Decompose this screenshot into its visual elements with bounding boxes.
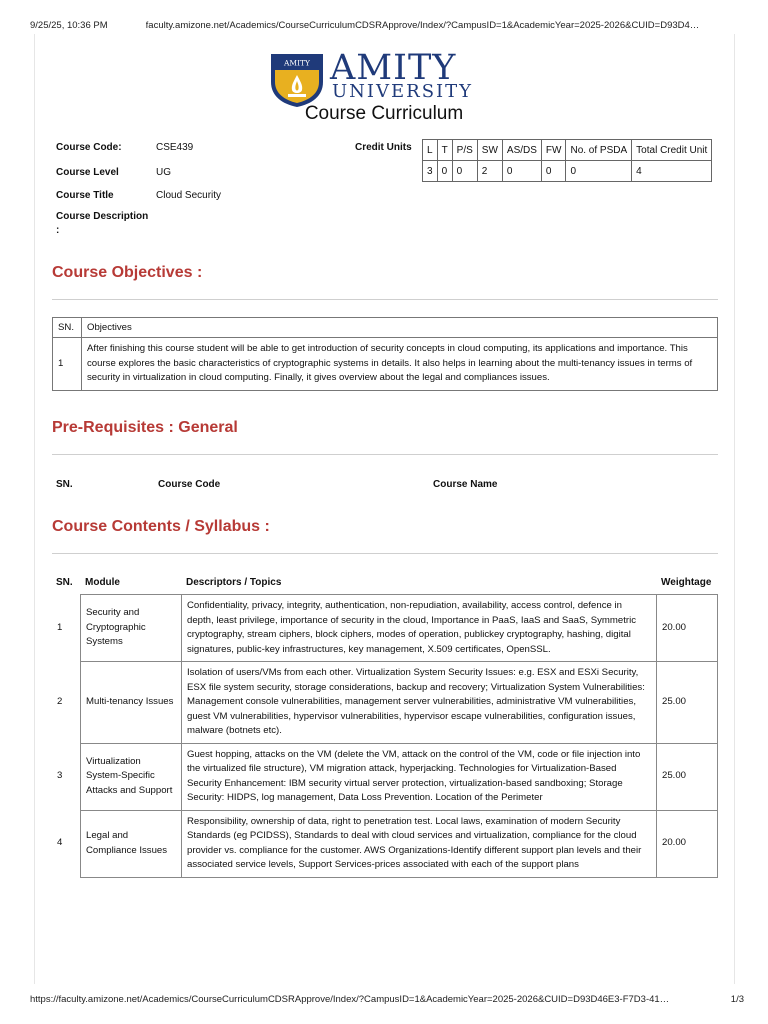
credit-value-cell: 0 — [541, 161, 566, 182]
syllabus-table — [52, 594, 718, 878]
syllabus-sn: 2 — [57, 696, 63, 707]
syllabus-topics: Confidentiality, privacy, integrity, authentication, non-repudiation, availability, access control, defence in depth, least privilege, importance of security in the cloud, Importance in PaaS, IaaS and SaaS, Symmetric cryptography, stream ciphers, block ciphers, modes of operation, publickey cryptography, hashing, digital signatures, public-key infrastructures, key management, X.509 certificates, OpenSSL. — [182, 595, 657, 662]
print-url-top: faculty.amizone.net/Academics/CourseCurriculumCDSRApprove/Index/?CampusID=1&AcademicYear=2025-2026&CUID=D93D4… — [145, 20, 700, 31]
prereq-sn-header: SN. — [56, 479, 73, 490]
prereq-course-name-header: Course Name — [433, 479, 498, 490]
objective-text: After finishing this course student will be able to get introduction of security concepts in cloud computing, its applications and importance. This course explores the basic characteristics of cryptographic systems in details. It also helps in learning about the multi-tenancy issues in terms of security in virtualization in cloud computing. Finally, it gives overview about the legal and compliances issues. — [82, 338, 718, 391]
print-url-bottom: https://faculty.amizone.net/Academics/CourseCurriculumCDSRApprove/Index/?CampusID=1&AcademicYear=2025-2026&CUID=D93D46E3-F7D3-41… — [30, 994, 670, 1005]
syllabus-module: Multi-tenancy Issues — [81, 662, 182, 744]
section-divider — [52, 454, 718, 455]
syllabus-topics-header: Descriptors / Topics — [186, 577, 282, 588]
syllabus-sn-header: SN. — [56, 577, 73, 588]
syllabus-sn: 1 — [57, 621, 63, 633]
credit-value-cell: 2 — [477, 161, 502, 182]
credit-header-cell: No. of PSDA — [566, 140, 632, 161]
syllabus-module: Security and Cryptographic Systems — [81, 595, 182, 662]
credit-header-cell: FW — [541, 140, 566, 161]
syllabus-module-header: Module — [85, 577, 120, 588]
course-title-value: Cloud Security — [156, 190, 222, 201]
credit-value-cell: 0 — [566, 161, 632, 182]
credit-value-cell: 3 — [423, 161, 438, 182]
credit-value-cell: 0 — [437, 161, 452, 182]
objectives-objectives-header: Objectives — [82, 318, 718, 338]
course-code-label: Course Code: — [56, 142, 122, 153]
print-header — [30, 20, 744, 31]
syllabus-topics: Isolation of users/VMs from each other. Virtualization System Security Issues: e.g. ESX and ESXi Security, ESX file system security, storage considerations, backup and recovery; Virtualization System Vulnerabilities: Management console vulnerabilities, management server vulnerabilities, administrative VM vulnerabilities, guest VM vulnerabilities, hypervisor vulnerabilities, hypervisor escape vulnerabilities, configuration issues, malware (botnets etc). — [182, 662, 657, 744]
course-level-label: Course Level — [56, 167, 119, 178]
syllabus-heading: Course Contents / Syllabus : — [52, 518, 270, 535]
course-level-value: UG — [156, 167, 171, 178]
course-description-colon: : — [56, 225, 60, 236]
brand-subtitle: UNIVERSITY — [332, 81, 474, 102]
table-row — [52, 810, 718, 877]
objectives-header-row — [53, 318, 718, 338]
credit-header-cell: L — [423, 140, 438, 161]
credit-header-cell: P/S — [452, 140, 477, 161]
objectives-heading: Course Objectives : — [52, 264, 203, 281]
credit-value-cell: 0 — [502, 161, 541, 182]
amity-crest-icon — [268, 52, 326, 108]
syllabus-sn: 3 — [57, 770, 63, 782]
syllabus-sn: 4 — [57, 837, 63, 849]
table-row — [52, 595, 718, 662]
credit-header-cell: Total Credit Unit — [632, 140, 712, 161]
print-datetime: 9/25/25, 10:36 PM — [30, 20, 108, 31]
credit-header-cell: T — [437, 140, 452, 161]
objectives-sn-header: SN. — [53, 318, 82, 338]
credit-header-cell: AS/DS — [502, 140, 541, 161]
section-divider — [52, 299, 718, 300]
crest-text: AMITY — [283, 58, 311, 68]
syllabus-weightage-header: Weightage — [661, 577, 712, 588]
print-page-number: 1/3 — [730, 994, 744, 1005]
credit-header-row — [423, 140, 712, 161]
section-divider — [52, 553, 718, 554]
objective-sn: 1 — [53, 338, 82, 391]
credit-value-cell: 0 — [452, 161, 477, 182]
table-row — [53, 338, 718, 391]
syllabus-weightage: 20.00 — [657, 595, 718, 662]
table-row — [52, 662, 718, 744]
syllabus-weightage: 25.00 — [657, 662, 718, 744]
prereq-course-code-header: Course Code — [158, 479, 221, 490]
syllabus-topics: Responsibility, ownership of data, right to penetration test. Local laws, examination of modern Security Standards (eg PCIDSS), Standards to deal with cloud services and virtualization, compliance for the cloud provider vs. compliance for the customer. AWS Organizations-Identify different support plan levels and their associated service levels, Support Services-prices associated with each of the support plans — [182, 810, 657, 877]
syllabus-module: Legal and Compliance Issues — [81, 810, 182, 877]
prerequisites-heading: Pre-Requisites : General — [52, 419, 238, 436]
objectives-table — [52, 317, 718, 391]
amity-logo — [268, 50, 508, 110]
syllabus-topics: Guest hopping, attacks on the VM (delete the VM, attack on the control of the VM, code or file injection into the virtualized file structure), VM migration attack, hyperjacking. Technologies for Virtualization-Based Security Enhancement: IBM security virtual server protection, virtualization-based sandboxing; Storage Security: HIDPS, log management, Data Loss Prevention. Location of the Perimeter — [182, 743, 657, 810]
print-footer — [30, 994, 744, 1005]
credit-units-label: Credit Units — [355, 142, 412, 153]
course-title-label: Course Title — [56, 190, 114, 201]
course-code-value: CSE439 — [156, 142, 194, 153]
table-row — [52, 743, 718, 810]
syllabus-weightage: 25.00 — [657, 743, 718, 810]
credit-header-cell: SW — [477, 140, 502, 161]
syllabus-weightage: 20.00 — [657, 810, 718, 877]
page-title: Course Curriculum — [304, 103, 464, 124]
course-description-label: Course Description — [56, 211, 149, 222]
credit-value-row — [423, 161, 712, 182]
credit-units-table — [422, 139, 712, 182]
credit-value-cell: 4 — [632, 161, 712, 182]
syllabus-module: Virtualization System-Specific Attacks and Support — [81, 743, 182, 810]
brand-name: AMITY — [330, 48, 457, 88]
